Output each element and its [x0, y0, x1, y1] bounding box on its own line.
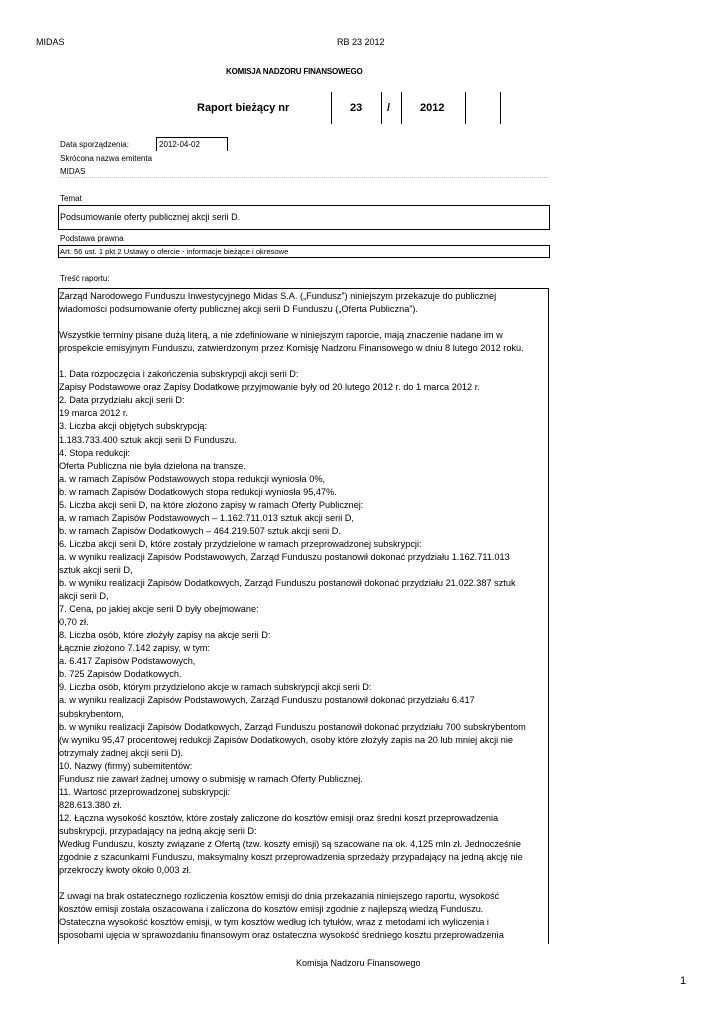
report-slash: /	[387, 102, 391, 114]
page-number: 1	[680, 975, 687, 987]
date-value: 2012-04-02	[159, 140, 200, 149]
header-left: MIDAS	[36, 37, 65, 47]
legal-basis-value: Art. 56 ust. 1 pkt 2 Ustawy o ofercie - informacje bieżące i okresowe	[60, 247, 289, 256]
topic-value: Podsumowanie oferty publicznej akcji serii D.	[60, 212, 241, 222]
content-line: 828.613.380 zł.	[59, 799, 122, 810]
content-line: 4. Stopa redukcji:	[59, 447, 130, 458]
content-line: Łącznie złożono 7.142 zapisy, w tym:	[59, 643, 210, 654]
content-line: 10. Nazwy (firmy) subemitentów:	[59, 760, 193, 771]
content-line: a. w wyniku realizacji Zapisów Podstawowych, Zarząd Funduszu postanowił dokonać przydziału 1.162.711.013	[59, 551, 510, 562]
topic-box	[58, 205, 550, 230]
content-line: Ostateczna wysokość kosztów emisji, w tym kosztów według ich tytułów, wraz z metodami ich wyliczenia i	[59, 917, 489, 928]
content-line: b. w wyniku realizacji Zapisów Dodatkowych, Zarząd Funduszu postanowił dokonać przydziału 700 subskrybentom	[59, 721, 526, 732]
report-label: Raport bieżący nr	[197, 102, 290, 114]
date-box	[156, 137, 228, 151]
topic-label: Temat	[60, 194, 82, 203]
content-line: prospekcie emisyjnym Funduszu, zatwierdzonym przez Komisję Nadzoru Finansowego w dniu 8 lutego 2012 roku.	[59, 343, 524, 354]
content-line	[59, 355, 526, 368]
content-line: a. w wyniku realizacji Zapisów Podstawowych, Zarząd Funduszu postanowił dokonać przydziału 6.417	[59, 695, 475, 706]
content-line: 5. Liczba akcji serii D, na które złożono zapisy w ramach Oferty Publicznej:	[59, 499, 364, 510]
content-line: 19 marca 2012 r.	[59, 408, 128, 419]
content-line: Oferta Publiczna nie była dzielona na transze.	[59, 460, 246, 471]
content-line: subskrybentom,	[59, 708, 124, 719]
footer-text: Komisja Nadzoru Finansowego	[296, 958, 421, 968]
commission-title: KOMISJA NADZORU FINANSOWEGO	[226, 67, 363, 76]
content-line: zgodnie z szacunkami Funduszu, maksymalny koszt przeprowadzenia sprzedaży przypadający na jedną akcję nie	[59, 852, 523, 863]
report-year: 2012	[420, 102, 445, 114]
content-line: 6. Liczba akcji serii D, które zostały przydzielone w ramach przeprowadzonej subskrypcji:	[59, 538, 422, 549]
content-line: 0,70 zł.	[59, 617, 89, 628]
content-line: wiadomości podsumowanie oferty publicznej akcji serii D Funduszu („Oferta Publiczna”).	[59, 304, 418, 315]
content-line: 9. Liczba osób, którym przydzielono akcje w ramach subskrypcji akcji serii D:	[59, 682, 372, 693]
content-line: b. 725 Zapisów Dodatkowych.	[59, 669, 182, 680]
content-line: sposobami ujęcia w sprawozdaniu finansowym oraz ostateczna wysokość średniego kosztu przeprowadzenia	[59, 930, 504, 941]
legal-basis-label: Podstawa prawna	[60, 234, 124, 243]
content-line: subskrypcji, przypadający na jedną akcję serii D:	[59, 825, 257, 836]
legal-basis-box	[58, 245, 550, 258]
content-line: 2. Data przydziału akcji serii D:	[59, 395, 185, 406]
content-line: akcji serii D,	[59, 591, 109, 602]
issuer-divider	[60, 177, 549, 178]
content-line: 8. Liczba osób, które złożyły zapisy na akcje serii D:	[59, 630, 271, 641]
content-line: b. w ramach Zapisów Dodatkowych stopa redukcji wyniosła 95,47%.	[59, 486, 337, 497]
content-line: 3. Liczba akcji objętych subskrypcją:	[59, 421, 208, 432]
report-number-box	[331, 92, 382, 124]
content-line: (w wyniku 95,47 procentowej redukcji Zapisów Dodatkowych, osoby które złożyły zapis na 20 lub mniej akcji nie	[59, 734, 513, 745]
content-line: Wszystkie terminy pisane dużą literą, a nie zdefiniowane w niniejszym raporcie, mają znaczenie nadane im w	[59, 330, 503, 341]
content-line: przekroczy kwoty około 0,003 zł.	[59, 865, 192, 876]
content-line: b. w ramach Zapisów Dodatkowych – 464.219.507 sztuk akcji serii D.	[59, 525, 341, 536]
content-line: 7. Cena, po jakiej akcje serii D były obejmowane:	[59, 604, 259, 615]
content-line: sztuk akcji serii D,	[59, 564, 133, 575]
content-line: Zapisy Podstawowe oraz Zapisy Dodatkowe przyjmowanie były od 20 lutego 2012 r. do 1 marca 2012 r.	[59, 382, 480, 393]
issuer-value: MIDAS	[60, 167, 86, 176]
content-line: 11. Wartość przeprowadzonej subskrypcji:	[59, 786, 231, 797]
content-line: kosztów emisji została oszacowana i zaliczona do kosztów emisji zgodnie z najlepszą wiedzą Funduszu.	[59, 904, 484, 915]
content-line: 12. Łączna wysokość kosztów, które zostały zaliczone do kosztów emisji oraz średni koszt przeprowadzenia	[59, 812, 499, 823]
content-line: Według Funduszu, koszty związane z Ofertą (tzw. koszty emisji) są szacowane na ok. 4,125 mln zł. Jednocześnie	[59, 838, 521, 849]
content-box	[58, 288, 549, 944]
content-line: a. w ramach Zapisów Podstawowych – 1.162.711.013 sztuk akcji serii D,	[59, 512, 354, 523]
date-label: Data sporządzenia:	[60, 140, 129, 149]
report-year-box	[401, 92, 466, 124]
content-line	[59, 316, 526, 329]
content-line	[59, 877, 526, 890]
content-line: 1.183.733.400 sztuk akcji serii D Funduszu.	[59, 434, 237, 445]
report-number: 23	[350, 102, 363, 114]
content-label: Treść raportu:	[60, 274, 110, 283]
report-extra-box	[464, 92, 501, 124]
content-line: b. w wyniku realizacji Zapisów Dodatkowych, Zarząd Funduszu postanowił dokonać przydziału 21.022.387 sztuk	[59, 578, 516, 589]
content-line: 1. Data rozpoczęcia i zakończenia subskrypcji akcji serii D:	[59, 369, 299, 380]
issuer-label: Skrócona nazwa emitenta	[60, 154, 153, 163]
content-line	[59, 942, 526, 944]
content-line: otrzymały żadnej akcji serii D).	[59, 747, 184, 758]
content-line: Zarząd Narodowego Funduszu Inwestycyjnego Midas S.A. („Fundusz”) niniejszym przekazuje do publicznej	[59, 291, 497, 301]
content-line: Fundusz nie zawarł żadnej umowy o submisję w ramach Oferty Publicznej.	[59, 773, 363, 784]
header-center: RB 23 2012	[337, 37, 385, 47]
content-line: Z uwagi na brak ostatecznego rozliczenia kosztów emisji do dnia przekazania niniejszego raportu, wysokość	[59, 891, 500, 902]
content-text	[59, 290, 526, 944]
content-line: a. w ramach Zapisów Podstawowych stopa redukcji wyniosła 0%,	[59, 473, 326, 484]
content-line: a. 6.417 Zapisów Podstawowych,	[59, 656, 196, 667]
